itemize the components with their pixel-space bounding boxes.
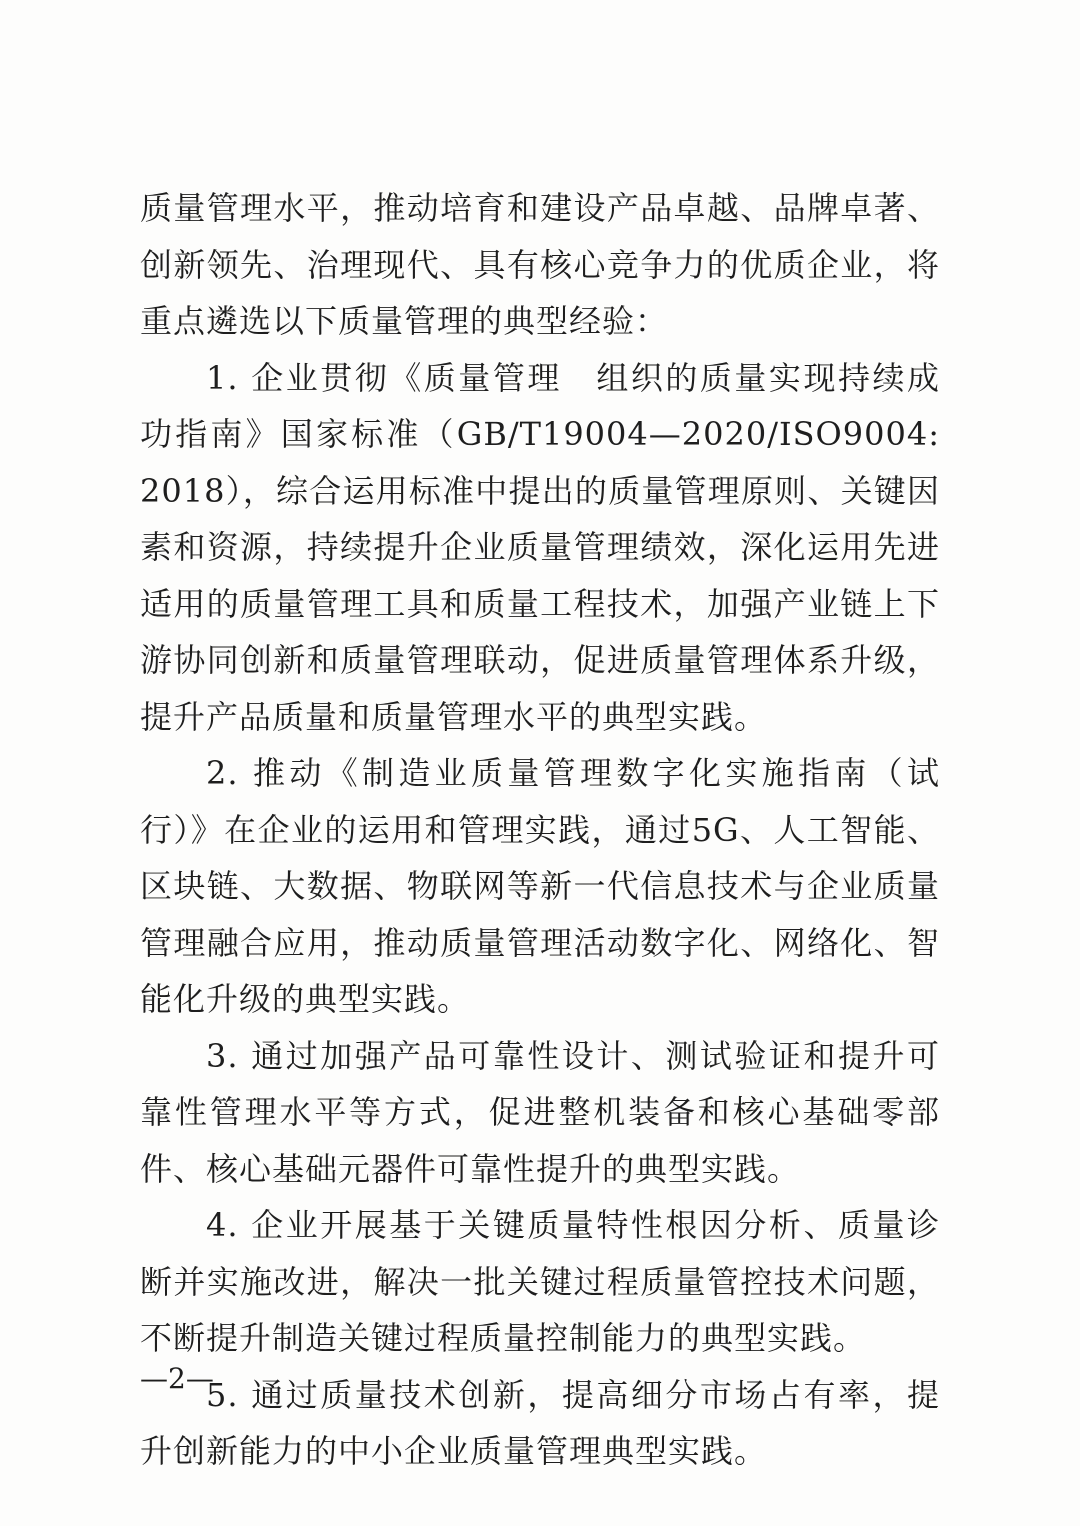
document-body (140, 180, 940, 1480)
paragraph-item-1: 1. 企业贯彻《质量管理 组织的质量实现持续成功指南》国家标准（GB/T19004—2020/ISO9004:2018），综合运用标准中提出的质量管理原则、关键因素和资源，持续提升企业质量管理绩效，深化运用先进适用的质量管理工具和质量工程技术，加强产业链上下游协同创新和质量管理联动，促进质量管理体系升级，提升产品质量和质量管理水平的典型实践。 (140, 358, 940, 736)
paragraph-intro-continued: 质量管理水平，推动培育和建设产品卓越、品牌卓著、创新领先、治理现代、具有核心竞争力的优质企业，将重点遴选以下质量管理的典型经验： (140, 189, 940, 340)
paragraph-item-4: 4. 企业开展基于关键质量特性根因分析、质量诊断并实施改进，解决一批关键过程质量管控技术问题，不断提升制造关键过程质量控制能力的典型实践。 (140, 1206, 940, 1357)
paragraph-item-5: 5. 通过质量技术创新，提高细分市场占有率，提升创新能力的中小企业质量管理典型实践。 (140, 1375, 940, 1470)
paragraph-item-3: 3. 通过加强产品可靠性设计、测试验证和提升可靠性管理水平等方式，促进整机装备和核心基础零部件、核心基础元器件可靠性提升的典型实践。 (140, 1036, 940, 1188)
paragraph-item-2: 2. 推动《制造业质量管理数字化实施指南（试行）》在企业的运用和管理实践，通过5G、人工智能、区块链、大数据、物联网等新一代信息技术与企业质量管理融合应用，推动质量管理活动数字化、网络化、智能化升级的典型实践。 (140, 754, 940, 1018)
page-number: —2— (140, 1362, 214, 1395)
